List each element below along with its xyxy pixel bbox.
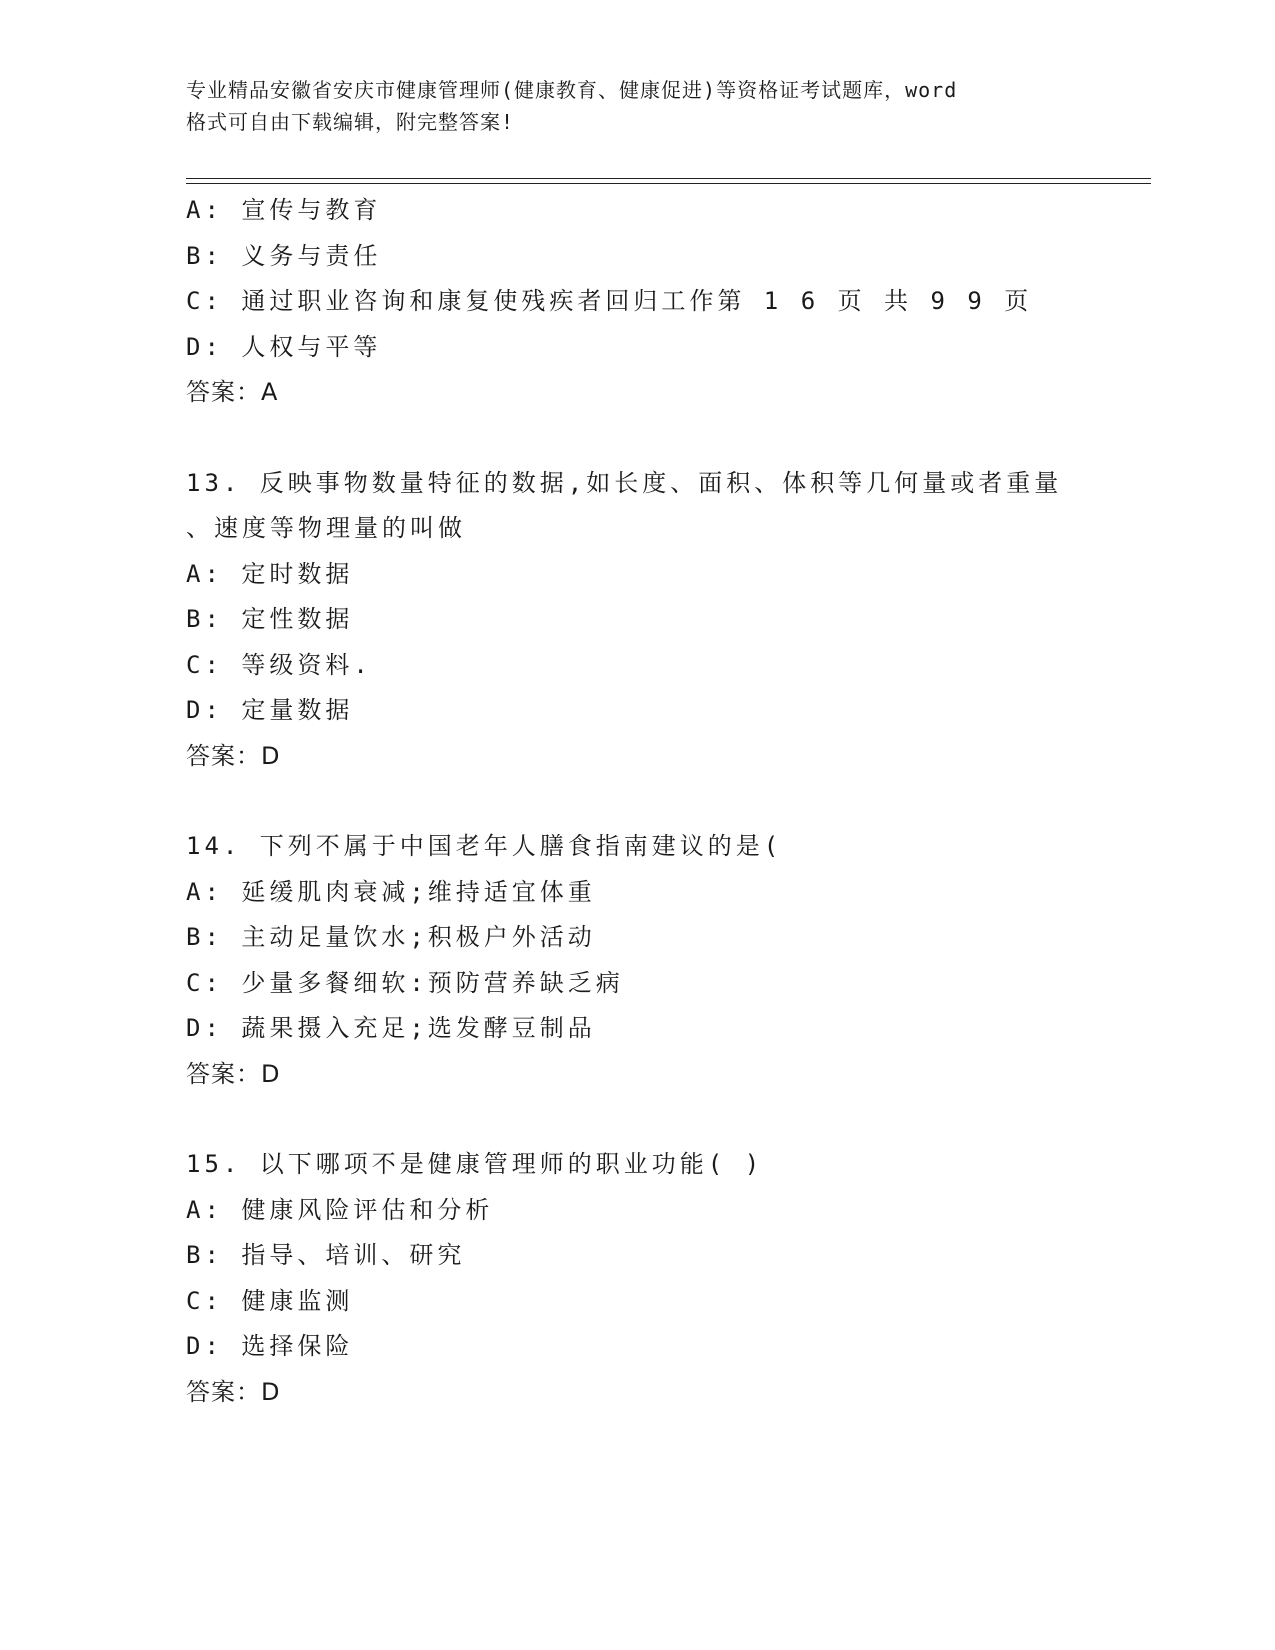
question-stem: 14. 下列不属于中国老年人膳食指南建议的是( (186, 832, 783, 860)
question-15 (186, 1142, 1146, 1415)
header-rule-top (186, 178, 1151, 179)
option-b: B: 主动足量饮水;积极户外活动 (186, 923, 596, 951)
option-a: A: 宣传与教育 (186, 196, 382, 224)
option-a: A: 延缓肌肉衰减;维持适宜体重 (186, 877, 596, 906)
option-d: D: 定量数据 (186, 696, 354, 724)
header-line-1: 专业精品安徽省安庆市健康管理师(健康教育、健康促进)等资格证考试题库，word (186, 78, 958, 102)
question-stem: 15. 以下哪项不是健康管理师的职业功能( ) (186, 1150, 764, 1178)
question-13 (186, 461, 1146, 780)
spacer (186, 779, 1146, 824)
question-list (186, 188, 1146, 1415)
header-rule-bottom (186, 183, 1151, 184)
option-b: B: 义务与责任 (186, 241, 382, 270)
option-d: D: 人权与平等 (186, 332, 382, 361)
answer: 答案：D (186, 741, 281, 770)
question-14 (186, 824, 1146, 1097)
answer: 答案：A (186, 378, 279, 406)
option-c: C: 少量多餐细软:预防营养缺乏病 (186, 968, 624, 997)
option-b: B: 定性数据 (186, 605, 354, 633)
header-line-2: 格式可自由下载编辑，附完整答案! (186, 110, 515, 134)
answer: 答案：D (186, 1059, 281, 1088)
question-12 (186, 188, 1146, 416)
option-a: A: 定时数据 (186, 559, 354, 588)
question-stem-continued: 、速度等物理量的叫做 (186, 514, 466, 542)
spacer (186, 416, 1146, 461)
option-c: C: 健康监测 (186, 1286, 354, 1315)
option-d: D: 蔬果摄入充足;选发酵豆制品 (186, 1014, 596, 1042)
answer: 答案：D (186, 1377, 281, 1406)
option-a: A: 健康风险评估和分析 (186, 1195, 494, 1224)
option-d: D: 选择保险 (186, 1332, 354, 1360)
spacer (186, 1097, 1146, 1142)
question-stem: 13. 反映事物数量特征的数据,如长度、面积、体积等几何量或者重量 (186, 468, 1063, 497)
option-c: C: 等级资料. (186, 650, 372, 679)
document-header (186, 74, 1086, 138)
option-c: C: 通过职业咨询和康复使残疾者回归工作第 1 6 页 共 9 9 页 (186, 287, 1033, 315)
option-b: B: 指导、培训、研究 (186, 1241, 466, 1269)
